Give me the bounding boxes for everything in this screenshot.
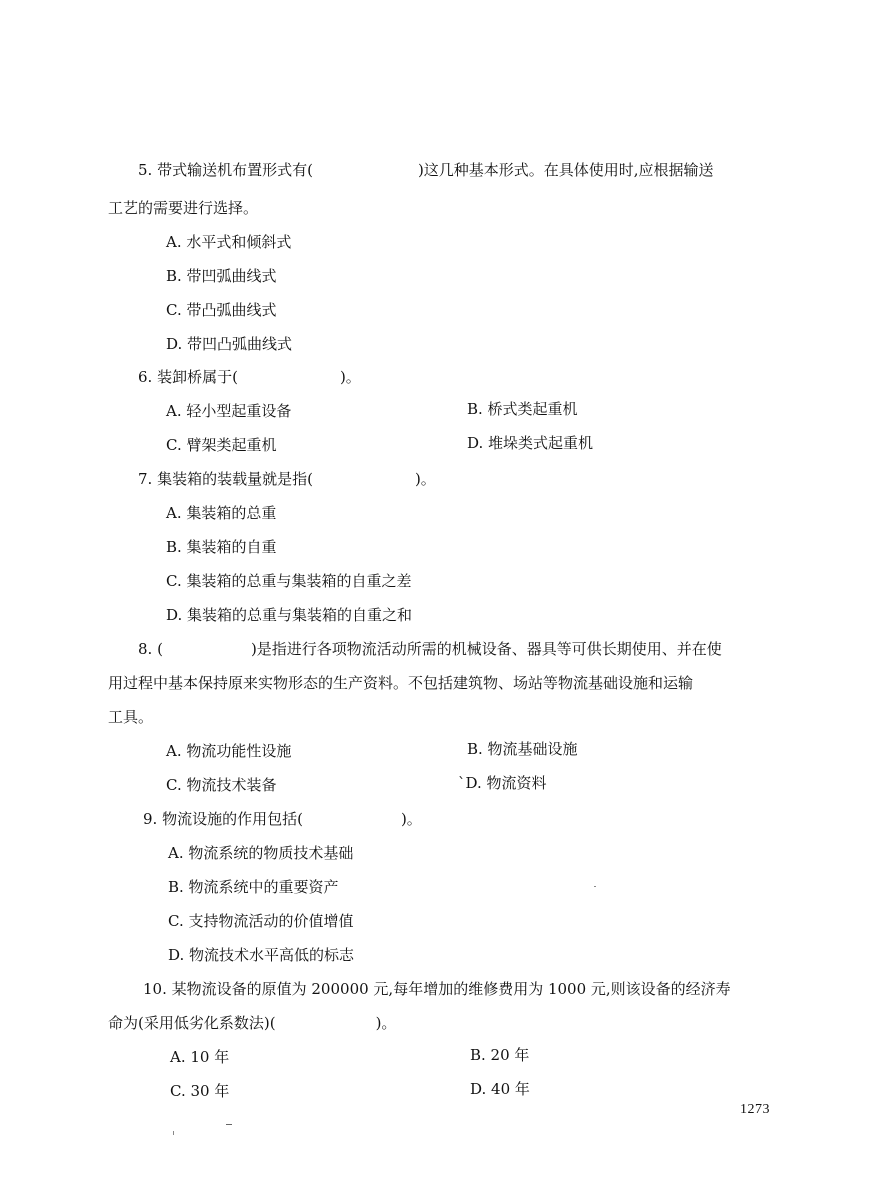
q7-stem-part2: )。: [414, 470, 436, 488]
q10-stem-line1: 10. 某物流设备的原值为 200000 元,每年增加的维修费用为 1000 元,则该设备的经济寿: [143, 980, 731, 998]
q9-stem-part2: )。: [400, 810, 422, 828]
q9-stem-part1: 9. 物流设施的作用包括(: [143, 810, 303, 828]
q7-option-d: D. 集装箱的总重与集装箱的自重之和: [166, 606, 413, 624]
q5-stem-line2: 工艺的需要进行选择。: [108, 199, 259, 217]
q6-stem-part1: 6. 装卸桥属于(: [138, 368, 238, 386]
q10-option-d: D. 40 年: [470, 1080, 530, 1098]
q10-option-a: A. 10 年: [170, 1048, 230, 1066]
q6-option-b: B. 桥式类起重机: [467, 400, 578, 418]
scan-speck: [173, 1131, 174, 1135]
q6-stem: [138, 367, 361, 387]
q5-option-a: A. 水平式和倾斜式: [166, 233, 292, 251]
q6-option-c: C. 臂架类起重机: [166, 436, 277, 454]
q9-stem: [143, 809, 422, 829]
q9-option-c: C. 支持物流活动的价值增值: [168, 912, 354, 930]
q6-option-a: A. 轻小型起重设备: [166, 402, 292, 420]
page-number: 1273: [740, 1102, 770, 1117]
q7-stem-part1: 7. 集装箱的装载量就是指(: [138, 470, 313, 488]
q6-option-d: D. 堆垛类式起重机: [467, 434, 594, 452]
q7-option-a: A. 集装箱的总重: [166, 504, 277, 522]
scan-speck: [226, 1124, 232, 1125]
q5-stem-line1: [138, 160, 714, 180]
q8-option-a: A. 物流功能性设施: [166, 742, 292, 760]
q10-stem-part1: 命为(采用低劣化系数法)(: [108, 1014, 276, 1032]
q8-stem-part2: )是指进行各项物流活动所需的机械设备、器具等可供长期使用、并在使: [250, 640, 722, 658]
q5-stem-part1: 5. 带式输送机布置形式有(: [138, 161, 313, 179]
q5-option-c: C. 带凸弧曲线式: [166, 301, 277, 319]
q9-option-d: D. 物流技术水平高低的标志: [168, 946, 355, 964]
q8-stem-line3: 工具。: [108, 708, 154, 726]
q10-stem-part2: )。: [375, 1014, 397, 1032]
q7-option-b: B. 集装箱的自重: [166, 538, 277, 556]
q8-stem-line2: 用过程中基本保持原来实物形态的生产资料。不包括建筑物、场站等物流基础设施和运输: [108, 674, 694, 692]
q8-option-d: `D. 物流资料: [458, 774, 547, 792]
q10-option-c: C. 30 年: [170, 1082, 230, 1100]
q5-option-b: B. 带凹弧曲线式: [166, 267, 277, 285]
q6-stem-part2: )。: [339, 368, 361, 386]
q5-option-d: D. 带凹凸弧曲线式: [166, 335, 293, 353]
q8-stem-line1: [138, 639, 722, 659]
q8-stem-part1: 8. (: [138, 640, 163, 658]
scan-speck: [594, 886, 596, 887]
q10-stem-line2: [108, 1013, 396, 1033]
q8-option-c: C. 物流技术装备: [166, 776, 277, 794]
q10-option-b: B. 20 年: [470, 1046, 530, 1064]
q9-option-b: B. 物流系统中的重要资产: [168, 878, 339, 896]
q8-option-b: B. 物流基础设施: [467, 740, 578, 758]
q9-option-a: A. 物流系统的物质技术基础: [168, 844, 354, 862]
q7-stem: [138, 469, 436, 489]
q7-option-c: C. 集装箱的总重与集装箱的自重之差: [166, 572, 412, 590]
q5-stem-part2: )这几种基本形式。在具体使用时,应根据输送: [417, 161, 714, 179]
